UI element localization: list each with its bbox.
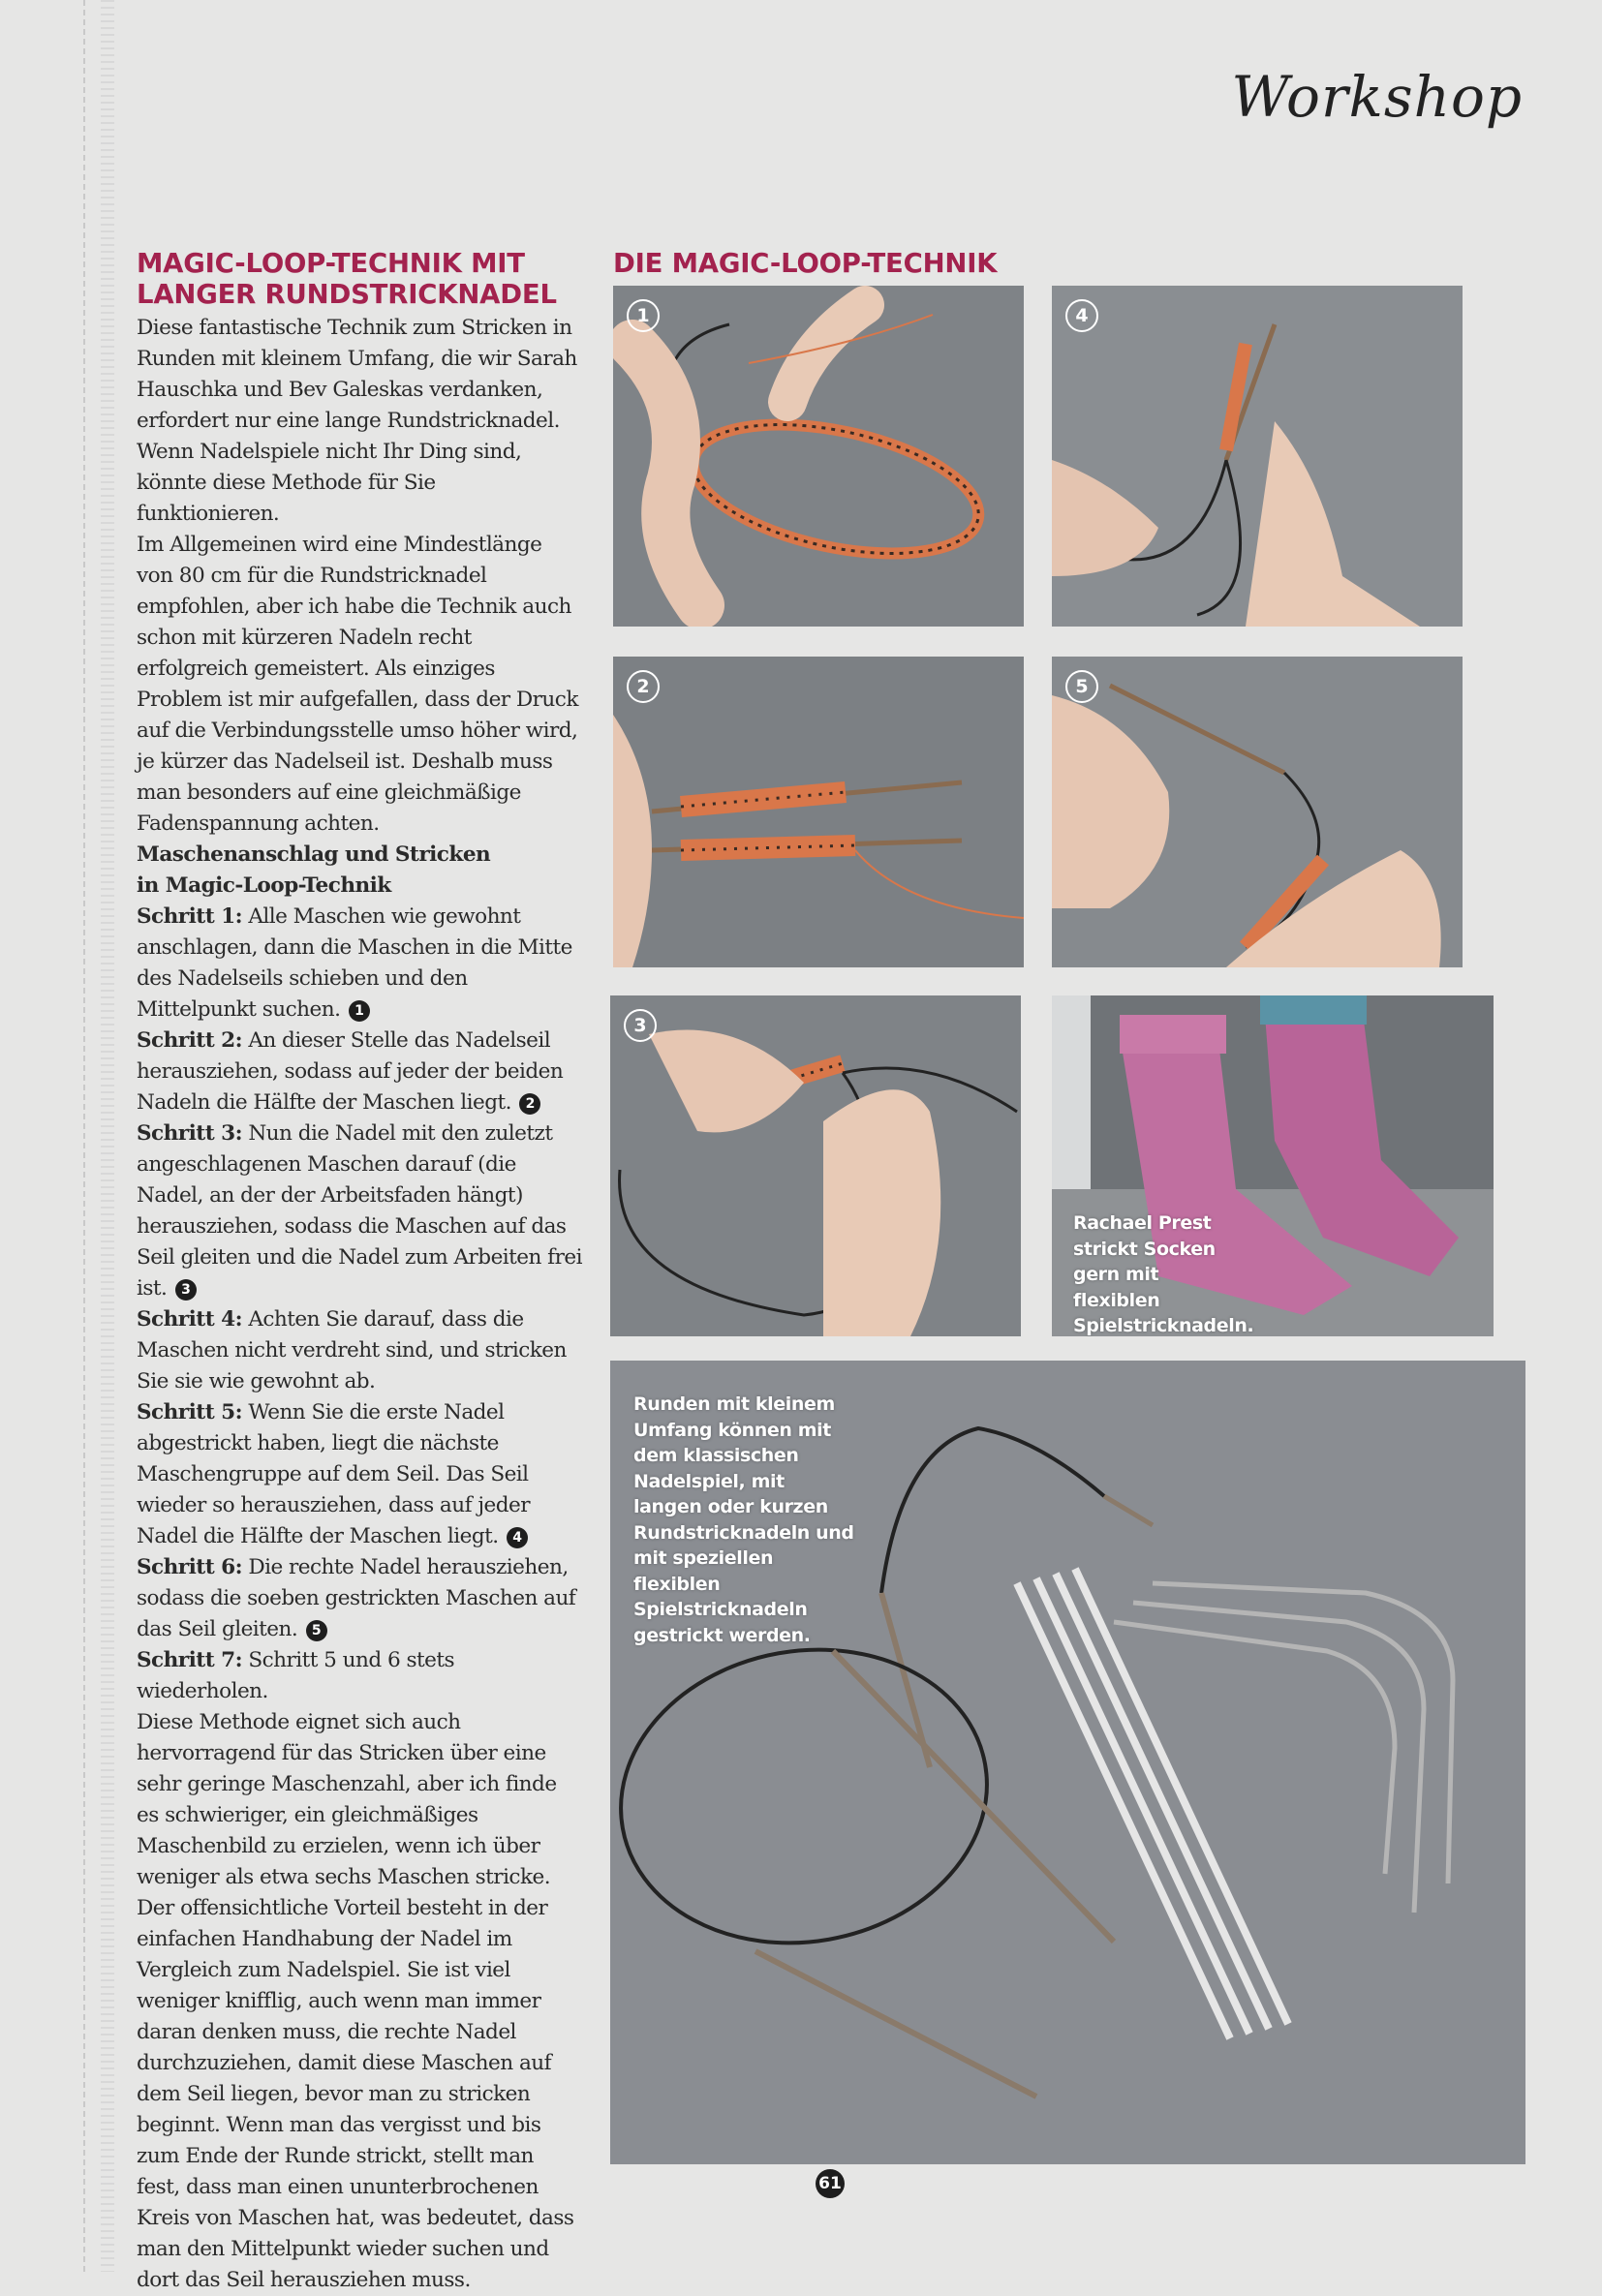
sock-caption: Rachael Prest strickt Socken gern mit flexiblen Spielstricknadeln. bbox=[1073, 1212, 1254, 1336]
step-ref-badge: 3 bbox=[175, 1279, 197, 1301]
photo-illustration bbox=[613, 286, 1024, 627]
step-6 bbox=[137, 1552, 582, 1645]
paragraph-3: Diese Methode eignet sich auch hervorragend für das Stricken über eine sehr geringe Maschenzahl, aber ich finde es schwieriger, ein gleichmäßiges Maschenbild zu erzielen, wenn ich über weniger als etwa sechs Maschen stricke. bbox=[137, 1710, 557, 1889]
article-body bbox=[137, 313, 582, 2296]
step-label: Schritt 6: bbox=[137, 1555, 242, 1579]
step-4 bbox=[137, 1304, 582, 1397]
paragraph-4: Der offensichtliche Vorteil besteht in der einfachen Handhabung der Nadel im Vergleich zum Nadelspiel. Sie ist viel weniger knifflig, auch wenn man immer daran denken muss, die rechte Nadel durchzuziehen, damit diese Maschen auf dem Seil liegen, bevor man zu stricken beginnt. Wenn man das vergisst und bis zum Ende der Runde strickt, stellt man fest, dass man einen ununterbrochenen Kreis von Maschen hat, was bedeutet, dass man den Mittelpunkt wieder suchen und dort das Seil herausziehen muss. bbox=[137, 1896, 574, 2292]
photo-illustration bbox=[1052, 286, 1463, 627]
needles-photo bbox=[610, 1361, 1525, 2164]
step-ref-badge: 4 bbox=[507, 1527, 528, 1548]
photo-illustration bbox=[610, 995, 1021, 1336]
headline-line-1: MAGIC-LOOP-TECHNIK MIT bbox=[137, 248, 525, 279]
step-photo-3 bbox=[610, 995, 1021, 1336]
step-badge: 1 bbox=[627, 299, 660, 332]
step-text: Alle Maschen wie gewohnt anschlagen, dann die Maschen in die Mitte des Nadelseils schieben und den Mittelpunkt suchen. bbox=[137, 904, 572, 1022]
step-photo-5 bbox=[1052, 657, 1463, 967]
article-column bbox=[137, 248, 582, 2296]
step-text: An dieser Stelle das Nadelseil herausziehen, sodass auf jeder der beiden Nadeln die Hälfte der Maschen liegt. bbox=[137, 1028, 564, 1115]
step-5 bbox=[137, 1397, 582, 1552]
step-label: Schritt 5: bbox=[137, 1400, 242, 1424]
spine-stitch-edge bbox=[101, 0, 114, 2272]
step-label: Schritt 3: bbox=[137, 1121, 242, 1146]
step-ref-badge: 2 bbox=[519, 1093, 540, 1115]
page-number: 61 bbox=[816, 2169, 845, 2198]
step-2 bbox=[137, 1026, 582, 1118]
step-text: Schritt 5 und 6 stets wiederholen. bbox=[137, 1648, 455, 1703]
step-1 bbox=[137, 902, 582, 1026]
step-photo-1 bbox=[613, 286, 1024, 627]
sock-photo bbox=[1052, 995, 1494, 1336]
step-badge: 5 bbox=[1065, 670, 1098, 703]
section-title: Workshop bbox=[1231, 64, 1523, 130]
step-text: Achten Sie darauf, dass die Maschen nicht verdreht sind, und stricken Sie sie wie gewohnt ab. bbox=[137, 1307, 567, 1393]
step-label: Schritt 7: bbox=[137, 1648, 242, 1672]
step-7 bbox=[137, 1645, 582, 1707]
paragraph-2: Im Allgemeinen wird eine Mindestlänge von 80 cm für die Rundstricknadel empfohlen, aber ich habe die Technik auch schon mit kürzeren Nadeln recht erfolgreich gemeistert. Als einziges Problem ist mir aufgefallen, dass der Druck auf die Verbindungsstelle umso höher wird, je kürzer das Nadelseil ist. Deshalb muss man besonders auf eine gleichmäßige Fadenspannung achten. bbox=[137, 533, 578, 836]
step-label: Schritt 2: bbox=[137, 1028, 242, 1053]
subheading-line-2: in Magic-Loop-Technik bbox=[137, 873, 391, 898]
step-badge: 4 bbox=[1065, 299, 1098, 332]
step-text: Die rechte Nadel herausziehen, sodass die soeben gestrickten Maschen auf das Seil gleiten. bbox=[137, 1555, 576, 1641]
step-badge: 3 bbox=[624, 1009, 657, 1042]
step-text: Wenn Sie die erste Nadel abgestrickt haben, liegt die nächste Maschengruppe auf dem Seil. Das Seil wieder so herausziehen, dass auf jeder Nadel die Hälfte der Maschen liegt. bbox=[137, 1400, 531, 1548]
spine-dashed-line bbox=[83, 0, 85, 2272]
subheading-line-1: Maschenanschlag und Stricken bbox=[137, 842, 491, 867]
step-photo-2 bbox=[613, 657, 1024, 967]
step-badge: 2 bbox=[627, 670, 660, 703]
step-label: Schritt 4: bbox=[137, 1307, 242, 1332]
step-ref-badge: 5 bbox=[306, 1620, 327, 1641]
headline-line-2: LANGER RUNDSTRICKNADEL bbox=[137, 279, 557, 310]
step-3 bbox=[137, 1118, 582, 1304]
step-ref-badge: 1 bbox=[349, 1000, 370, 1022]
intro-paragraph: Diese fantastische Technik zum Stricken in Runden mit kleinem Umfang, die wir Sarah Hauschka und Bev Galeskas verdanken, erfordert nur eine lange Rundstricknadel. Wenn Nadelspiele nicht Ihr Ding sind, könnte diese Methode für Sie funktionieren. bbox=[137, 316, 577, 526]
needles-caption: Runden mit kleinem Umfang können mit dem klassischen Nadelspiel, mit langen oder kurzen Rundstricknadeln und mit speziellen flexiblen Spielstricknadeln gestrickt werden. bbox=[633, 1393, 854, 1646]
gallery-title: DIE MAGIC-LOOP-TECHNIK bbox=[613, 248, 998, 279]
article-headline bbox=[137, 248, 582, 310]
step-label: Schritt 1: bbox=[137, 904, 242, 929]
binding-spine bbox=[0, 0, 124, 2272]
step-photo-4 bbox=[1052, 286, 1463, 627]
photo-illustration bbox=[1052, 657, 1463, 967]
photo-illustration bbox=[613, 657, 1024, 967]
subheading bbox=[137, 840, 582, 902]
step-text: Nun die Nadel mit den zuletzt angeschlagenen Maschen darauf (die Nadel, an der der Arbeitsfaden hängt) herausziehen, sodass die Maschen auf das Seil gleiten und die Nadel zum Arbeiten frei ist. bbox=[137, 1121, 582, 1301]
